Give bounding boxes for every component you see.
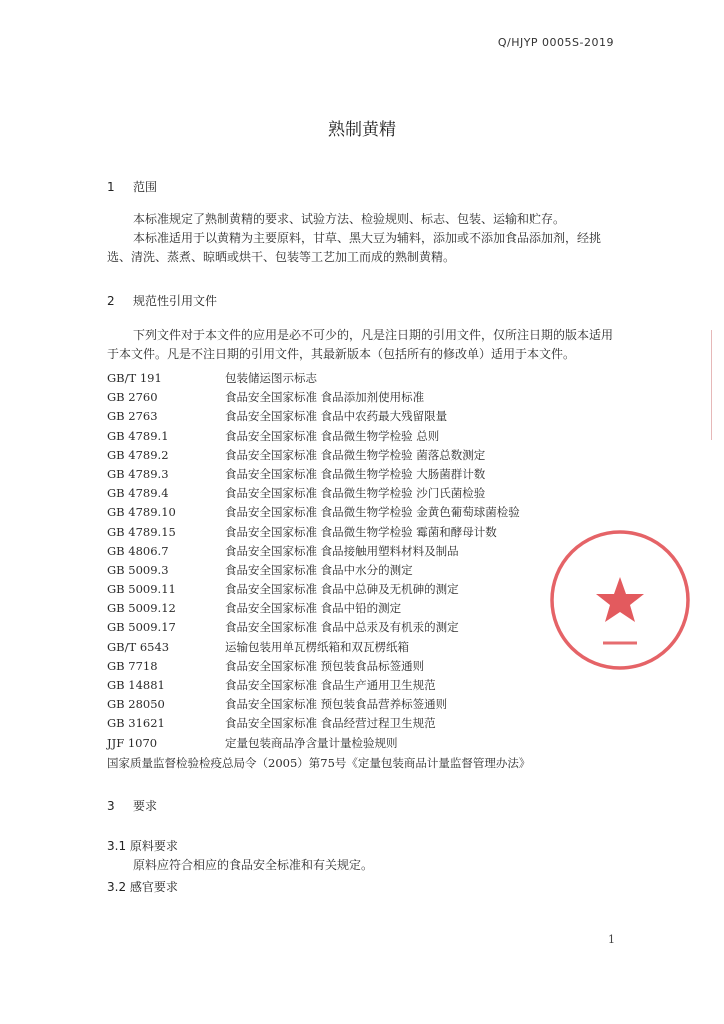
reference-row	[107, 407, 627, 426]
reference-row	[107, 446, 627, 465]
reference-row	[107, 695, 627, 714]
raw-material-paragraph: 原料应符合相应的食品安全标准和有关规定。	[133, 858, 374, 872]
reference-code: GB/T 6543	[107, 639, 170, 654]
reference-code: GB 4789.2	[107, 447, 169, 462]
reference-title: 食品安全国家标准 食品生产通用卫生规范	[225, 678, 436, 692]
reference-title: 食品安全国家标准 预包装食品营养标签通则	[225, 697, 448, 712]
reference-code: GB 5009.3	[107, 562, 169, 577]
subsection-number: 3.1	[107, 839, 127, 853]
subsection-3-2-heading	[107, 878, 178, 895]
reference-code: GB 31621	[107, 716, 165, 731]
reference-title: 食品安全国家标准 食品添加剂使用标准	[225, 390, 425, 405]
reference-title: 包装储运图示标志	[225, 371, 317, 385]
reference-code: GB 4806.7	[107, 543, 169, 558]
reference-code: GB 4789.3	[107, 466, 169, 481]
reference-title: 定量包装商品净含量计量检验规则	[225, 735, 398, 750]
reference-code: GB 4789.10	[107, 505, 176, 520]
reference-row	[107, 484, 627, 503]
section-title: 规范性引用文件	[133, 294, 218, 308]
section-title: 范围	[133, 180, 158, 194]
reference-row	[107, 388, 627, 407]
reference-title: 食品安全国家标准 食品经营过程卫生规范	[225, 716, 436, 731]
standard-code: Q/HJYP 0005S-2019	[497, 36, 614, 49]
section-number: 2	[107, 294, 115, 308]
subsection-number: 3.2	[107, 880, 127, 894]
reference-row	[107, 503, 627, 522]
reference-code: JJF 1070	[107, 735, 158, 750]
subsection-3-1-heading	[107, 837, 178, 854]
reference-code: GB 4789.1	[107, 428, 169, 443]
section-number: 1	[107, 180, 115, 194]
reference-row	[107, 676, 627, 695]
scope-paragraph-1: 本标准规定了熟制黄精的要求、试验方法、检验规则、标志、包装、运输和贮存。	[133, 212, 566, 226]
reference-code: GB 5009.11	[107, 582, 176, 597]
reference-row	[107, 427, 627, 446]
reference-code: GB 14881	[107, 678, 165, 692]
section-3-heading	[107, 797, 157, 814]
reference-row	[107, 714, 627, 733]
reference-title: 食品安全国家标准 食品中水分的测定	[225, 562, 413, 577]
section-1-heading	[107, 178, 157, 195]
reference-code: GB 4789.15	[107, 524, 176, 539]
section-2-heading	[107, 292, 217, 309]
seal-star-icon	[596, 577, 644, 622]
reference-title: 食品安全国家标准 食品微生物学检验 沙门氏菌检验	[225, 486, 486, 501]
reference-row	[107, 465, 627, 484]
page-edge-mark	[711, 330, 724, 440]
subsection-title: 感官要求	[129, 880, 178, 894]
refs-intro	[107, 326, 615, 364]
reference-title: 食品安全国家标准 食品中铅的测定	[225, 601, 402, 616]
reference-code: GB 2760	[107, 390, 158, 405]
section-number: 3	[107, 799, 115, 813]
reference-title: 食品安全国家标准 食品中总砷及无机砷的测定	[225, 582, 459, 597]
page-number: 1	[608, 933, 615, 946]
reference-title: 食品安全国家标准 食品微生物学检验 霉菌和酵母计数	[225, 524, 497, 539]
reference-code: GB 4789.4	[107, 486, 169, 501]
reference-row	[107, 369, 627, 388]
reference-code: GB/T 191	[107, 371, 162, 385]
reference-title: 食品安全国家标准 预包装食品标签通则	[225, 658, 425, 673]
company-seal	[545, 525, 695, 675]
reference-title: 食品安全国家标准 食品微生物学检验 金黄色葡萄球菌检验	[225, 505, 520, 520]
reference-code: GB 28050	[107, 697, 165, 712]
refs-intro-paragraph: 下列文件对于本文件的应用是必不可少的，凡是注日期的引用文件，仅所注日期的版本适用于本文件。凡是不注日期的引用文件，其最新版本（包括所有的修改单）适用于本文件。	[107, 328, 614, 361]
reference-title: 食品安全国家标准 食品微生物学检验 总则	[225, 428, 440, 443]
raw-material-text	[107, 856, 615, 875]
reference-title: 运输包装用单瓦楞纸箱和双瓦楞纸箱	[225, 639, 409, 654]
reference-title: 食品安全国家标准 食品中总汞及有机汞的测定	[225, 620, 459, 635]
reference-title: 食品安全国家标准 食品微生物学检验 大肠菌群计数	[225, 466, 486, 481]
reference-title: 食品安全国家标准 食品中农药最大残留限量	[225, 409, 448, 424]
reference-code: GB 2763	[107, 409, 158, 424]
reference-title: 食品安全国家标准 食品微生物学检验 菌落总数测定	[225, 447, 486, 462]
section-title: 要求	[133, 799, 158, 813]
scope-text	[107, 210, 615, 267]
reference-code: GB 7718	[107, 658, 158, 673]
document-title: 熟制黄精	[328, 120, 396, 140]
reference-code: GB 5009.17	[107, 620, 176, 635]
reference-title: 食品安全国家标准 食品接触用塑料材料及制品	[225, 543, 459, 558]
subsection-title: 原料要求	[129, 839, 178, 853]
scope-paragraph-2: 本标准适用于以黄精为主要原料，甘草、黑大豆为辅料，添加或不添加食品添加剂，经挑选、清洗、蒸煮、晾晒或烘干、包装等工艺加工而成的熟制黄精。	[107, 231, 602, 264]
reference-code: GB 5009.12	[107, 601, 176, 616]
reference-note: 国家质量监督检验检疫总局令（2005）第75号《定量包装商品计量监督管理办法》	[107, 756, 531, 770]
reference-row	[107, 734, 627, 753]
